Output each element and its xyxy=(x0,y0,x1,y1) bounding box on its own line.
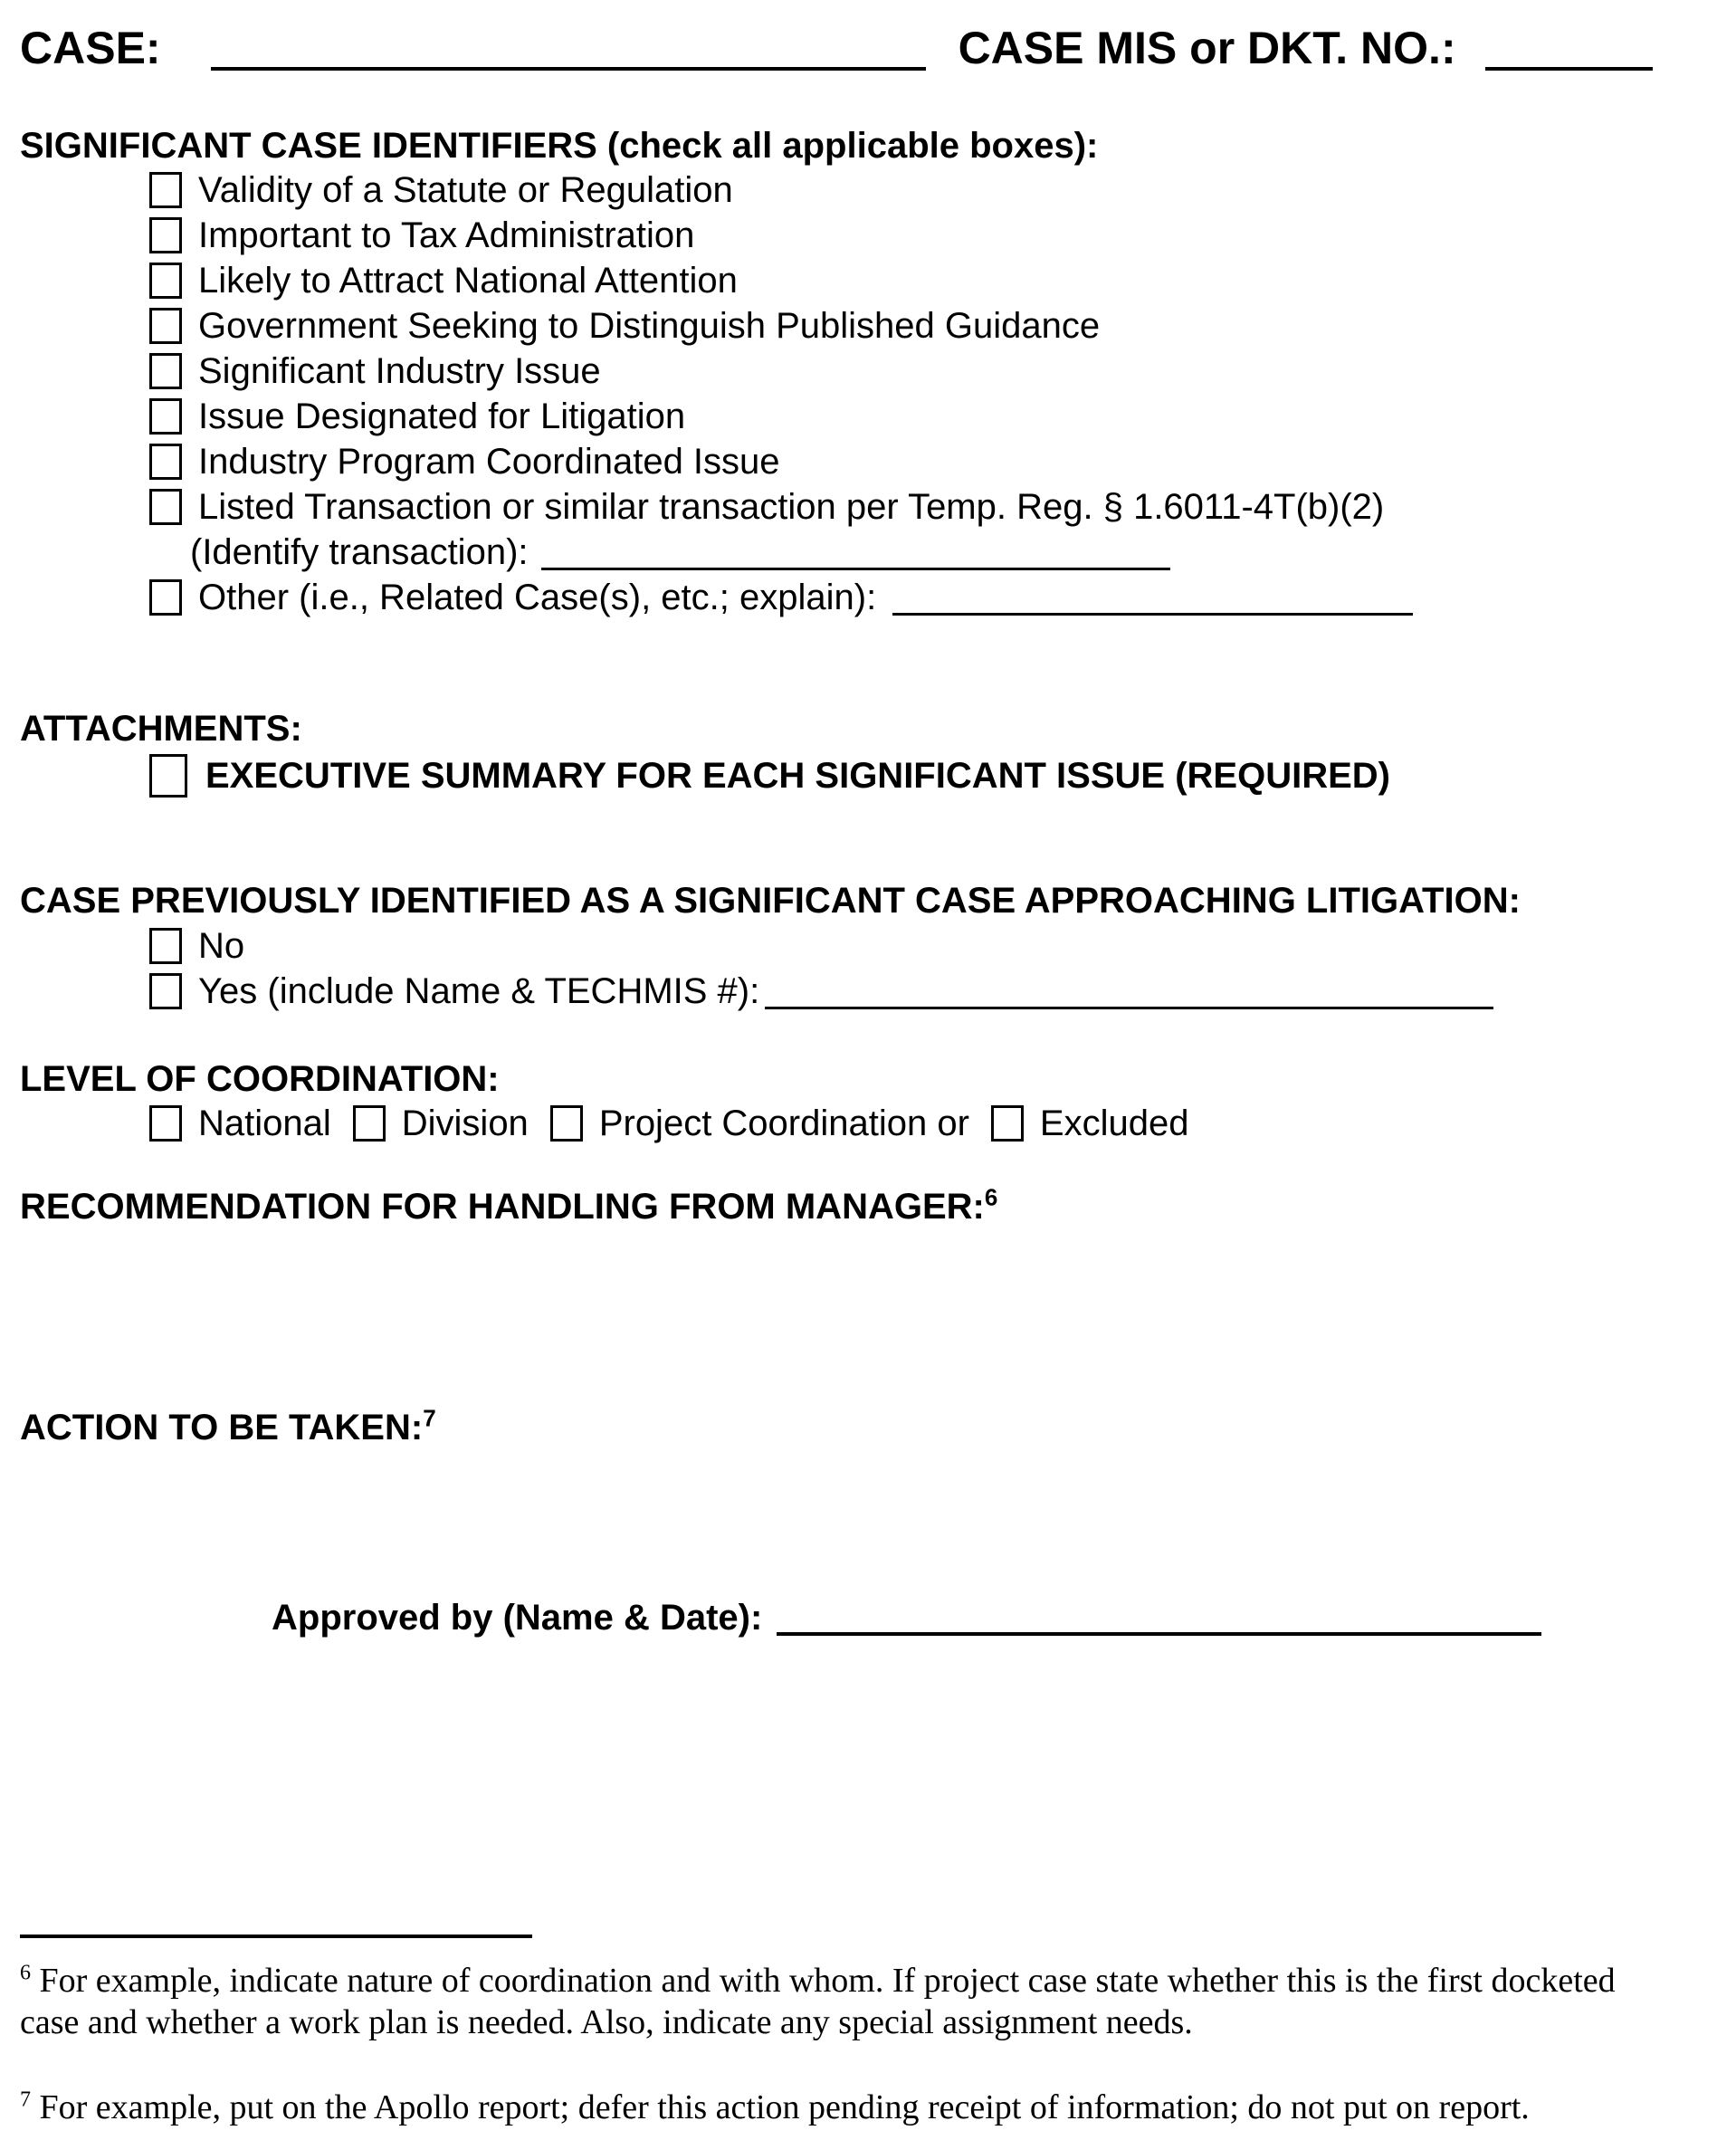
identify-transaction-line[interactable] xyxy=(541,568,1170,570)
identifier-row xyxy=(149,394,1714,439)
identifier-row xyxy=(149,575,1714,620)
footnote-7-marker: 7 xyxy=(20,2087,31,2112)
checkbox-exec-summary[interactable] xyxy=(149,754,187,798)
checkbox-national-attention[interactable] xyxy=(149,263,182,299)
case-mis-line[interactable] xyxy=(1485,63,1653,71)
yes-label: Yes (include Name & TECHMIS #): xyxy=(198,970,760,1011)
footnote-7 xyxy=(20,2087,1714,2128)
footnote-6 xyxy=(20,1960,1714,2043)
identify-transaction-row xyxy=(190,530,1714,575)
coordination-option-excluded xyxy=(991,1105,1189,1142)
prev-no-row xyxy=(149,923,1714,969)
identifier-label: Listed Transaction or similar transaction per Temp. Reg. § 1.6011-4T(b)(2) xyxy=(198,487,1385,528)
case-label: CASE: xyxy=(20,23,161,73)
identifier-label: Other (i.e., Related Case(s), etc.; explain): xyxy=(198,578,877,618)
significant-identifiers-heading: SIGNIFICANT CASE IDENTIFIERS (check all applicable boxes): xyxy=(20,126,1099,166)
checkbox-project-coordination[interactable] xyxy=(550,1105,583,1142)
identifier-row xyxy=(149,439,1714,484)
exec-summary-label: EXECUTIVE SUMMARY FOR EACH SIGNIFICANT ISSUE (REQUIRED) xyxy=(205,756,1390,797)
recommendation-heading-text: RECOMMENDATION FOR HANDLING FROM MANAGER: xyxy=(20,1186,985,1227)
coordination-option-division xyxy=(353,1105,529,1142)
identifier-row xyxy=(149,258,1714,303)
footnote-6-marker: 6 xyxy=(20,1961,31,1985)
identify-transaction-label: (Identify transaction): xyxy=(190,532,529,573)
project-coordination-label: Project Coordination or xyxy=(598,1103,969,1143)
footnote-7-ref: 7 xyxy=(423,1404,436,1432)
case-name-line[interactable] xyxy=(211,63,926,71)
national-label: National xyxy=(198,1103,331,1143)
footnote-7-text: For example, put on the Apollo report; defer this action pending receipt of information; do not put on report. xyxy=(39,2088,1530,2127)
footnote-separator xyxy=(20,1935,532,1938)
no-label: No xyxy=(198,925,245,966)
identifier-label: Likely to Attract National Attention xyxy=(198,261,738,301)
identifier-row xyxy=(149,167,1714,213)
footnote-6-ref: 6 xyxy=(984,1183,998,1211)
prev-yes-row xyxy=(149,969,1714,1014)
excluded-label: Excluded xyxy=(1039,1103,1189,1143)
coordination-option-national xyxy=(149,1105,331,1142)
identifier-label: Government Seeking to Distinguish Published Guidance xyxy=(198,306,1101,347)
footnote-6-line2: case and whether a work plan is needed. Also, indicate any special assignment needs. xyxy=(20,2003,1193,2042)
checkbox-other[interactable] xyxy=(149,579,182,616)
identifier-row xyxy=(149,484,1714,530)
exec-summary-row xyxy=(149,750,1714,801)
checkbox-yes[interactable] xyxy=(149,973,182,1009)
identifier-row xyxy=(149,303,1714,349)
identifier-row xyxy=(149,213,1714,258)
identifier-label: Industry Program Coordinated Issue xyxy=(198,442,780,482)
case-header-row xyxy=(20,13,1714,71)
identifier-label: Significant Industry Issue xyxy=(198,351,601,392)
approved-by-label: Approved by (Name & Date): xyxy=(272,1598,763,1638)
case-mis-label: CASE MIS or DKT. NO.: xyxy=(958,23,1456,73)
identifier-label: Important to Tax Administration xyxy=(198,215,695,256)
yes-techmis-line[interactable] xyxy=(765,1007,1493,1009)
approved-by-line[interactable] xyxy=(777,1630,1541,1636)
identifier-row xyxy=(149,349,1714,394)
checkbox-excluded[interactable] xyxy=(991,1105,1024,1142)
coordination-options-row xyxy=(149,1101,1714,1146)
action-heading xyxy=(20,1404,1714,1449)
checkbox-distinguish-guidance[interactable] xyxy=(149,308,182,344)
checkbox-important-tax-admin[interactable] xyxy=(149,217,182,253)
prev-identified-heading: CASE PREVIOUSLY IDENTIFIED AS A SIGNIFICANT CASE APPROACHING LITIGATION: xyxy=(20,881,1521,922)
recommendation-heading xyxy=(20,1183,1714,1228)
checkbox-validity-statute[interactable] xyxy=(149,172,182,208)
checkbox-listed-transaction[interactable] xyxy=(149,489,182,525)
checkbox-division[interactable] xyxy=(353,1105,386,1142)
checkbox-no[interactable] xyxy=(149,928,182,964)
checkbox-national[interactable] xyxy=(149,1105,182,1142)
action-heading-text: ACTION TO BE TAKEN: xyxy=(20,1407,424,1447)
identifier-label: Validity of a Statute or Regulation xyxy=(198,170,733,211)
footnote-6-line1: For example, indicate nature of coordination and with whom. If project case state whether this is the first docketed xyxy=(39,1962,1616,2001)
checkbox-industry-issue[interactable] xyxy=(149,353,182,389)
attachments-heading: ATTACHMENTS: xyxy=(20,709,302,750)
other-explain-line[interactable] xyxy=(892,613,1413,616)
approved-by-row xyxy=(272,1589,1714,1636)
division-label: Division xyxy=(401,1103,529,1143)
checkbox-program-coordinated[interactable] xyxy=(149,444,182,480)
coordination-heading: LEVEL OF COORDINATION: xyxy=(20,1058,500,1099)
checkbox-designated-litigation[interactable] xyxy=(149,398,182,435)
coordination-option-project xyxy=(550,1105,969,1142)
identifier-label: Issue Designated for Litigation xyxy=(198,396,686,437)
